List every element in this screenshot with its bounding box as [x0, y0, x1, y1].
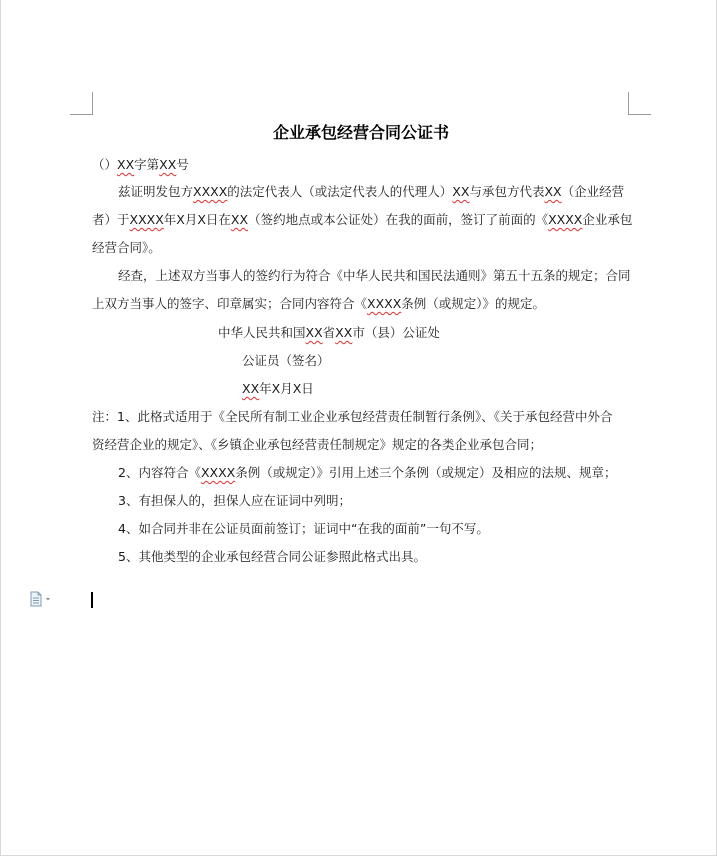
margin-corner-top-right	[628, 92, 651, 115]
note-3: 3、有担保人的，担保人应在证词中列明；	[118, 493, 351, 508]
paragraph-1-line-3: 经营合同》。	[92, 240, 161, 255]
document-icon[interactable]	[28, 590, 54, 608]
paragraph-2-line-1: 经查，上述双方当事人的签约行为符合《中华人民共和国民法通则》第五十五条的规定；合同	[118, 268, 631, 283]
notary-date: XX年X月X日	[242, 381, 314, 396]
note-1-line-1: 注：1、此格式适用于《全民所有制工业企业承包经营责任制暂行条例》、《关于承包经营中外合	[92, 409, 613, 424]
text-cursor	[91, 592, 93, 608]
notary-signature: 公证员（签名）	[242, 353, 330, 368]
paragraph-1-line-1: 兹证明发包方XXXX的法定代表人（或法定代表人的代理人）XX与承包方代表XX（企业经营	[118, 184, 625, 199]
margin-corner-top-left	[70, 92, 93, 115]
paragraph-1-line-2: 者）于XXXX年X月X日在XX（签约地点或本公证处）在我的面前，签订了前面的《XXXX企业承包	[92, 212, 633, 227]
note-5: 5、其他类型的企业承包经营合同公证参照此格式出具。	[118, 549, 426, 564]
document-number: （）XX字第XX号	[92, 157, 189, 172]
notary-office: 中华人民共和国XX省XX市（县）公证处	[218, 325, 440, 340]
note-1-line-2: 资经营企业的规定》、《乡镇企业承包经营责任制规定》规定的各类企业承包合同；	[92, 437, 543, 452]
note-2: 2、内容符合《XXXX条例（或规定）》引用上述三个条例（或规定）及相应的法规、规章；	[118, 465, 617, 480]
document-title: 企业承包经营合同公证书	[272, 123, 449, 142]
note-4: 4、如合同并非在公证员面前签订；证词中“在我的面前”一句不写。	[118, 521, 489, 536]
paragraph-2-line-2: 上双方当事人的签字、印章属实；合同内容符合《XXXX条例（或规定）》的规定。	[92, 296, 546, 311]
